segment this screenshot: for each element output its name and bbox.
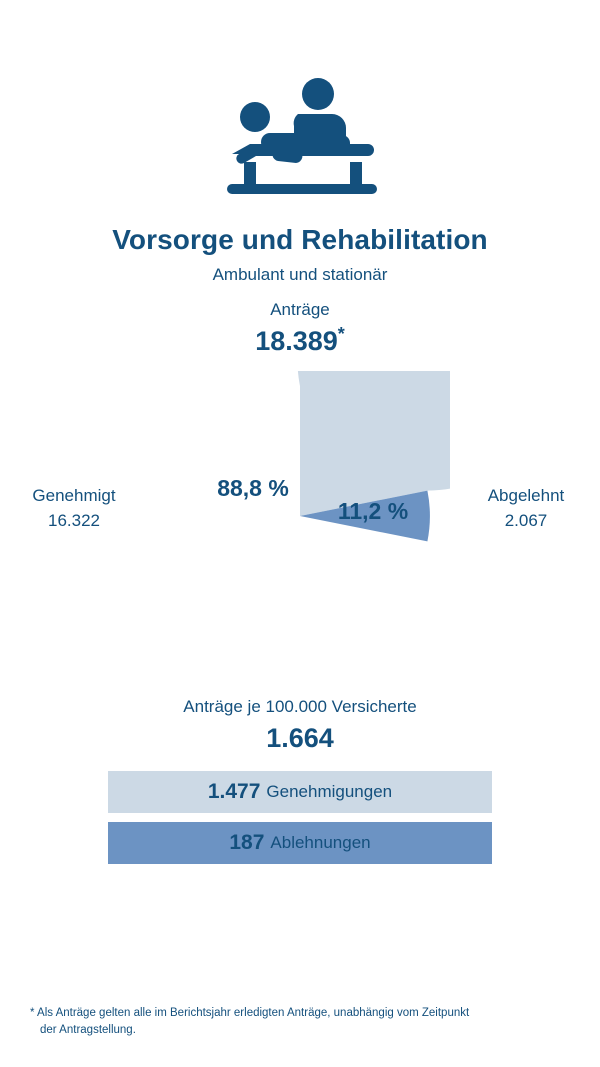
per-capita-label: Anträge je 100.000 Versicherte — [183, 697, 417, 716]
footnote-line-2: der Antragstellung. — [40, 1024, 136, 1037]
footnote — [30, 1005, 570, 1040]
legend-approved-name: Genehmigt — [32, 486, 116, 505]
legend-approved — [0, 484, 148, 533]
footnote-line-1: * Als Anträge gelten alle im Berichtsjahr erledigten Anträge, unabhängig vom Zeitpunkt — [30, 1007, 470, 1019]
pie-label-approved-pct: 88,8 % — [217, 475, 289, 501]
bar-rejections-value: 187 — [229, 831, 265, 854]
bar-chart — [0, 771, 600, 864]
legend-rejected-value: 2.067 — [504, 510, 548, 530]
applications-number: 18.389 — [255, 326, 338, 356]
bar-approvals-value: 1.477 — [207, 780, 261, 803]
bar-rejections-label: Ablehnungen — [270, 833, 371, 852]
bar-approvals — [108, 771, 492, 813]
legend-rejected-name: Abgelehnt — [487, 486, 565, 505]
pie-chart-block — [0, 371, 600, 661]
bar-rejections — [108, 822, 492, 864]
bar-approvals-label: Genehmigungen — [266, 782, 393, 801]
page-title: Vorsorge und Rehabilitation — [112, 224, 488, 255]
per-capita-value: 1.664 — [266, 723, 334, 753]
legend-rejected — [452, 484, 600, 533]
page-subtitle: Ambulant und stationär — [212, 265, 388, 284]
applications-value — [0, 326, 600, 357]
pie-label-rejected-pct: 11,2 % — [337, 498, 409, 524]
rehabilitation-therapy-icon — [0, 0, 600, 200]
applications-footnote-marker: * — [337, 324, 345, 344]
legend-approved-value: 16.322 — [48, 510, 100, 530]
applications-label: Anträge — [270, 300, 330, 319]
